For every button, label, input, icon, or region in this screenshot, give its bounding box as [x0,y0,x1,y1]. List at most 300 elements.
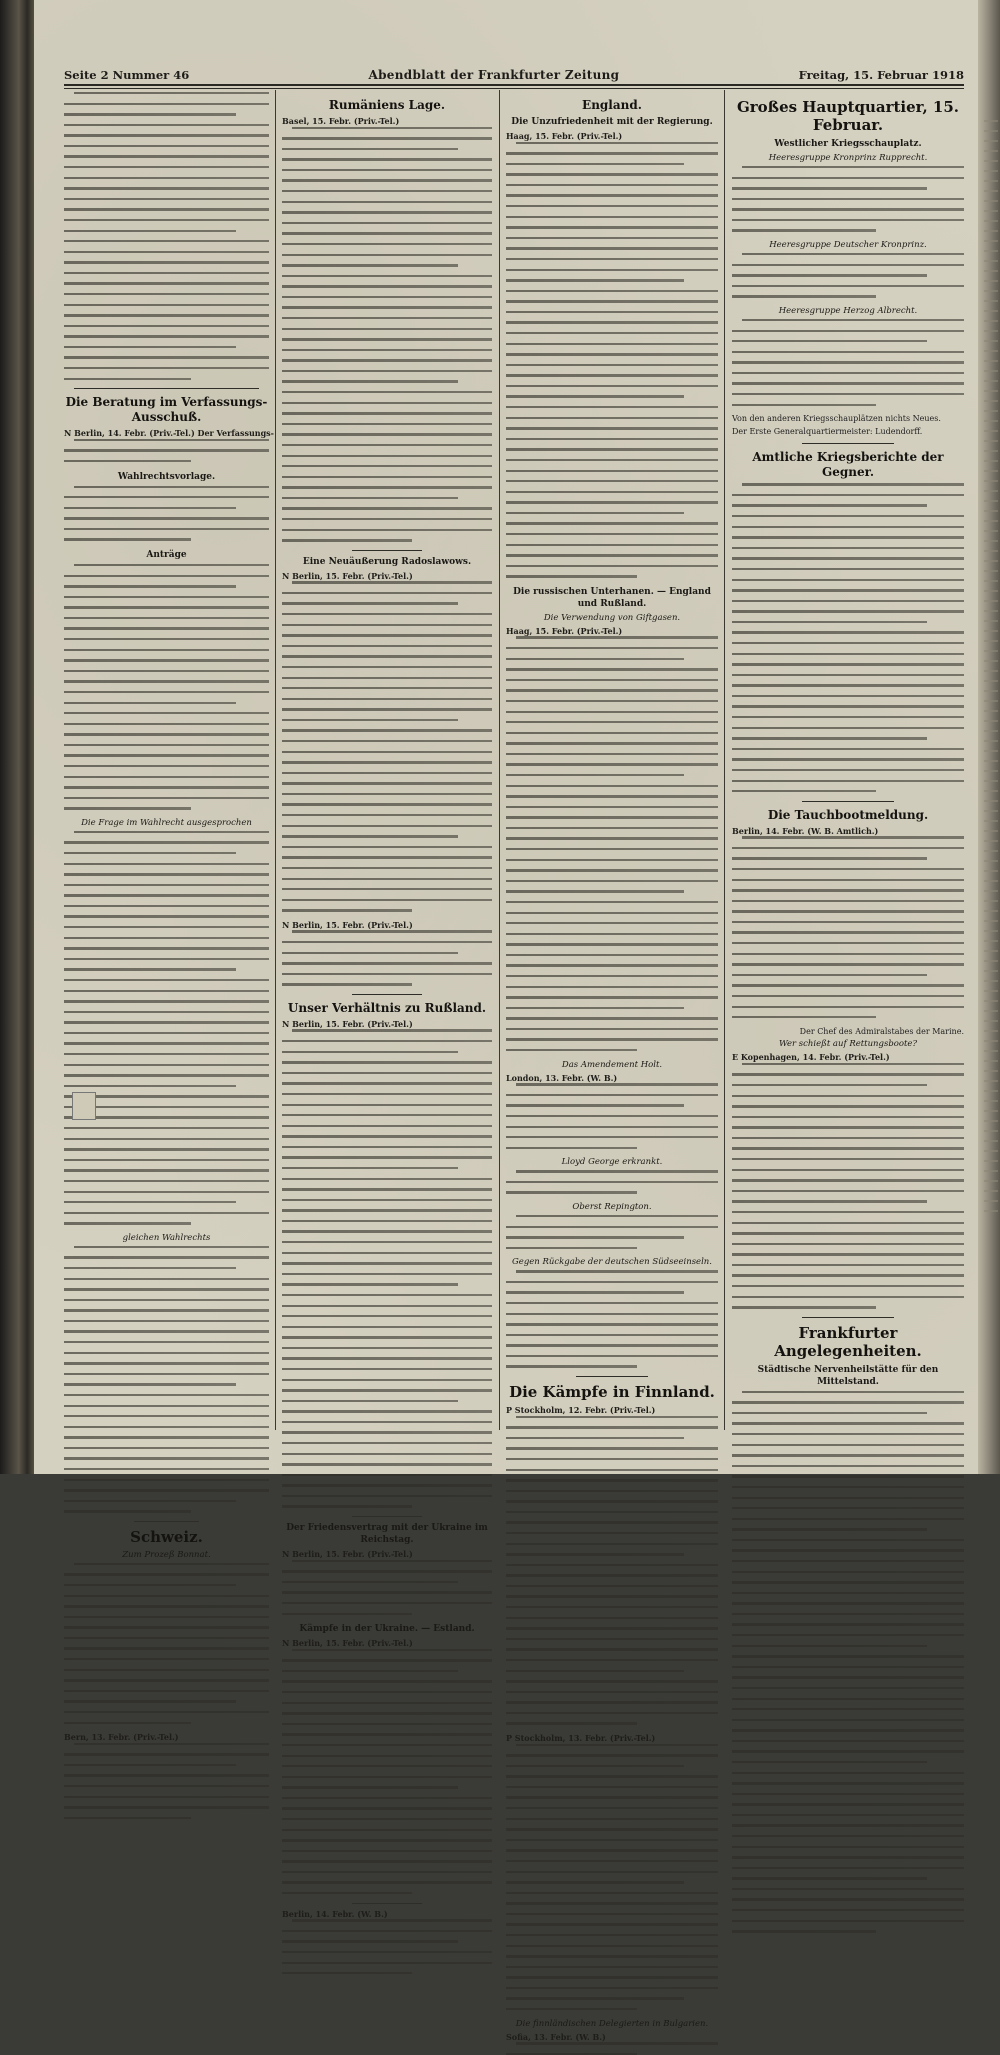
text-line [742,836,964,838]
text-line [506,1543,718,1545]
separator [352,994,422,995]
text-line [506,964,718,966]
text-line [732,1571,964,1573]
text-line [506,1892,718,1894]
text-line [282,1061,492,1063]
text-line [506,1796,718,1798]
text-line [282,888,492,890]
text-line [64,926,269,928]
text-line [64,884,269,886]
article-body [64,564,269,810]
text-line [64,219,269,221]
text-line [64,1373,269,1375]
text-line [64,517,269,519]
text-line [732,1782,964,1784]
text-line [506,1987,718,1989]
text-line [506,575,637,577]
text-line [732,187,927,189]
text-line [732,610,964,612]
dateline: Basel, 15. Febr. (Priv.-Tel.) [282,116,400,126]
text-line [64,1159,269,1161]
text-line [732,1306,876,1308]
text-line [64,947,269,949]
text-line [64,905,269,907]
text-line [506,1997,684,1999]
text-line [732,663,964,665]
text-line [292,1649,492,1651]
library-stamp [72,1092,96,1120]
article-body [732,166,964,232]
text-line [282,1326,492,1328]
text-line [732,1708,964,1710]
text-line [64,627,269,629]
text-line [64,1647,269,1649]
text-line [732,557,964,559]
text-line [64,786,269,788]
text-line [64,1700,236,1702]
text-line [732,1539,964,1541]
text-line [732,1930,876,1932]
text-line [732,1264,964,1266]
text-line [506,1839,718,1841]
header-rule [64,84,964,86]
text-line [282,1453,492,1455]
text-line [292,930,492,932]
text-line [506,700,718,702]
text-line [506,194,718,196]
text-line [732,1006,964,1008]
dateline: N Berlin, 15. Febr. (Priv.-Tel.) [282,1549,413,1560]
text-line [742,1063,964,1065]
text-line [64,113,236,115]
text-line [732,340,927,342]
section-subheading: Städtische Nervenheilstätte für den Mittelstand. [757,1364,939,1387]
text-line [282,158,492,160]
text-line [506,269,718,271]
text-line [64,198,269,200]
text-line [506,1775,718,1777]
article-body [64,831,269,1225]
text-line [506,1860,718,1862]
text-line [64,1341,269,1343]
column-2 [282,92,492,1919]
text-line [732,515,964,517]
dateline: London, 13. Febr. (W. B.) [506,1072,618,1083]
text-line [64,1394,269,1396]
text-line [282,529,492,531]
text-line [64,1595,269,1597]
text-line [282,476,492,478]
text-line [282,1262,492,1264]
text-line [282,1839,492,1841]
text-line [282,856,492,858]
text-line [64,272,269,274]
text-line [282,719,458,721]
text-line [64,1191,269,1193]
text-line [732,1073,964,1075]
article-body [732,836,964,1018]
text-line [64,712,269,714]
text-line [64,1362,269,1364]
text-line [282,518,492,520]
text-line [742,1391,964,1393]
text-line [732,727,964,729]
text-line [506,774,684,776]
text-line [64,863,269,865]
text-line [282,349,492,351]
text-line [732,372,964,374]
text-line [64,765,269,767]
text-line [64,1383,236,1385]
text-line [64,166,269,168]
text-line [506,1595,718,1597]
text-line [64,1658,269,1660]
text-line [516,1083,718,1085]
text-line [282,1570,492,1572]
text-line [64,208,269,210]
text-line [506,152,718,154]
article-body [282,930,492,985]
text-line [64,1711,269,1713]
text-line [732,1793,964,1795]
text-line [282,1807,492,1809]
text-line [732,1147,964,1149]
text-line [732,404,876,406]
text-line [282,1765,492,1767]
text-line [732,1666,964,1668]
column-rule [724,90,725,1430]
text-line [282,1505,412,1507]
text-line [506,1490,718,1492]
text-line [282,1072,492,1074]
text-line [506,1828,718,1830]
text-line [732,526,964,528]
text-line [506,237,718,239]
column-1 [64,92,274,1743]
dateline: E Kopenhagen, 14. Febr. (Priv.-Tel.) [732,1052,890,1063]
text-line [506,1574,718,1576]
text-line [282,1591,492,1593]
text-line [732,1719,964,1721]
text-line [282,1871,492,1873]
text-line [732,547,964,549]
text-line [506,912,718,914]
text-line [64,1032,269,1034]
text-line [282,1294,492,1296]
text-line [282,878,492,880]
text-line [282,1818,492,1820]
text-line [282,983,412,985]
text-line [506,1701,718,1703]
text-line [506,522,718,524]
text-line [506,1469,718,1471]
text-line [282,1252,492,1254]
text-line [282,1410,492,1412]
text-line [732,1454,964,1456]
text-line [282,1786,458,1788]
separator [802,1317,894,1318]
text-line [506,364,718,366]
text-line [282,782,492,784]
text-line [64,990,269,992]
text-line [506,1722,637,1724]
text-line [506,406,718,408]
text-line [282,433,492,435]
newspaper-title: Abendblatt der Frankfurter Zeitung [368,68,620,82]
text-line [732,737,927,739]
separator [134,1521,199,1522]
text-line [506,647,718,649]
text-line [506,827,718,829]
text-line [732,695,964,697]
text-line [516,1215,718,1217]
section-subheading: Zum Prozeß Bonnat. [122,1549,211,1560]
text-line [732,600,964,602]
text-line [282,169,492,171]
text-line [282,687,492,689]
text-line [64,1352,269,1354]
text-line [282,190,492,192]
text-line [732,879,964,881]
text-line [732,1898,964,1900]
text-line [506,1479,718,1481]
text-line [282,803,492,805]
text-line [732,1856,964,1858]
text-line [282,1972,412,1974]
article-body [506,1083,718,1149]
text-line [506,1313,718,1315]
text-line [506,1680,718,1682]
text-line [64,1679,269,1681]
text-line [732,330,964,332]
text-line [64,177,269,179]
text-line [282,1930,492,1932]
dateline: Haag, 15. Febr. (Priv.-Tel.) [506,625,623,636]
text-line [506,1691,718,1693]
text-line [732,1105,964,1107]
text-line [282,211,492,213]
text-line [506,954,718,956]
article-body [282,1560,492,1615]
text-line [506,1585,718,1587]
text-line [506,986,718,988]
text-line [282,1691,492,1693]
text-line [732,889,964,891]
text-line [64,894,269,896]
text-line [64,1180,269,1182]
text-line [64,1330,269,1332]
text-line [732,1729,964,1731]
text-line [506,1104,684,1106]
text-line [506,544,718,546]
text-line [506,554,718,556]
text-line [64,1584,236,1586]
text-line [282,1797,492,1799]
text-line [732,1613,964,1615]
text-line [732,1211,964,1213]
text-line [506,216,718,218]
text-line [282,1114,492,1116]
text-line [64,1785,269,1787]
text-line [64,1616,269,1618]
text-line [64,617,269,619]
text-line [282,592,492,594]
text-line [506,1606,718,1608]
header-rule-thin [64,88,964,89]
text-line [64,659,269,661]
text-line [282,1744,492,1746]
text-line [282,1146,492,1148]
text-line [506,1923,718,1925]
article-body [732,319,964,406]
dateline: P Stockholm, 12. Febr. (Priv.-Tel.) [506,1405,656,1416]
text-line [292,581,492,583]
text-line [506,1955,718,1957]
text-line [282,222,492,224]
text-line [732,716,964,718]
text-line [506,859,718,861]
section-subheading: Die finnländischen Delegierten in Bulgarien. [515,2018,709,2029]
text-line [282,1178,492,1180]
article-heading: Die Tauchbootmeldung. [767,807,929,822]
text-line [64,606,269,608]
text-line [64,873,269,875]
article-body [64,439,269,463]
article-heading: Schweiz. [130,1527,203,1546]
separator [352,1516,422,1517]
text-line [506,869,718,871]
text-line [282,1940,458,1942]
section-subheading: gleichen Wahlrechts [122,1232,211,1243]
text-line [282,1156,492,1158]
text-line [506,1966,718,1968]
text-line [732,1222,964,1224]
text-line [282,507,492,509]
text-line [506,763,718,765]
text-line [282,1400,458,1402]
text-line [506,1049,637,1051]
separator [74,388,259,389]
text-line [732,1602,964,1604]
text-line [64,1288,269,1290]
article-body [506,2042,718,2055]
issue-date: Freitag, 15. Februar 1918 [798,68,964,82]
text-line [74,564,269,566]
article-body [506,1270,718,1368]
text-line [506,1564,718,1566]
text-line [64,1690,269,1692]
text-line [732,748,964,750]
section-subheading: Die Frage im Wahlrecht ausgesprochen [81,817,252,828]
text-line [506,890,684,892]
page-header [64,60,964,82]
text-line [282,148,458,150]
text-line [506,1849,718,1851]
text-line [282,1495,492,1497]
text-line [506,1881,684,1883]
text-line [64,103,269,105]
text-line [506,1976,718,1978]
text-line [282,867,492,869]
text-line [282,941,492,943]
section-subheading: Die Verwendung von Giftgasen. [543,612,681,623]
text-line [742,166,964,168]
text-line [282,465,492,467]
text-line [282,909,412,911]
text-line [64,733,269,735]
text-line [732,857,927,859]
text-line [506,417,718,419]
text-line [282,634,492,636]
text-line [64,314,269,316]
text-line [732,1920,964,1922]
text-line [732,642,964,644]
text-line [506,1807,718,1809]
text-line [732,494,964,496]
article-body [506,1215,718,1249]
text-line [64,915,269,917]
text-line [282,306,492,308]
text-line [506,512,684,514]
text-line [516,1270,718,1272]
text-line [64,1064,269,1066]
text-line [506,343,718,345]
text-line [282,1680,492,1682]
text-line [732,1867,964,1869]
text-line [506,922,718,924]
text-line [64,585,236,587]
text-line [282,423,492,425]
text-line [74,1563,269,1565]
text-line [282,1389,492,1391]
text-line [506,480,718,482]
column-rule [499,90,500,1430]
text-line [732,177,964,179]
text-line [506,1094,718,1096]
text-line [506,385,718,387]
text-line [282,444,492,446]
text-line [732,1909,964,1911]
text-line [64,538,191,540]
text-line [732,1285,964,1287]
text-line [282,1241,492,1243]
text-line [282,1850,492,1852]
text-line [506,816,718,818]
text-line [742,253,964,255]
article-heading: England. [582,98,642,112]
text-line [64,335,269,337]
text-line [506,1511,718,1513]
article-heading: Unser Verhältnis zu Rußland. [287,1000,487,1015]
text-line [282,1188,492,1190]
text-line [506,321,718,323]
text-line [732,295,876,297]
text-line [64,496,269,498]
text-line [732,984,964,986]
text-line [732,674,964,676]
text-line [64,1000,269,1002]
text-line [732,684,964,686]
text-line [64,240,269,242]
text-line [732,1846,964,1848]
text-line [64,754,269,756]
dateline: Haag, 15. Febr. (Priv.-Tel.) [506,131,623,141]
text-line [64,187,269,189]
text-line [732,1084,927,1086]
text-line [74,92,269,94]
text-line [282,835,458,837]
text-line [64,528,269,530]
